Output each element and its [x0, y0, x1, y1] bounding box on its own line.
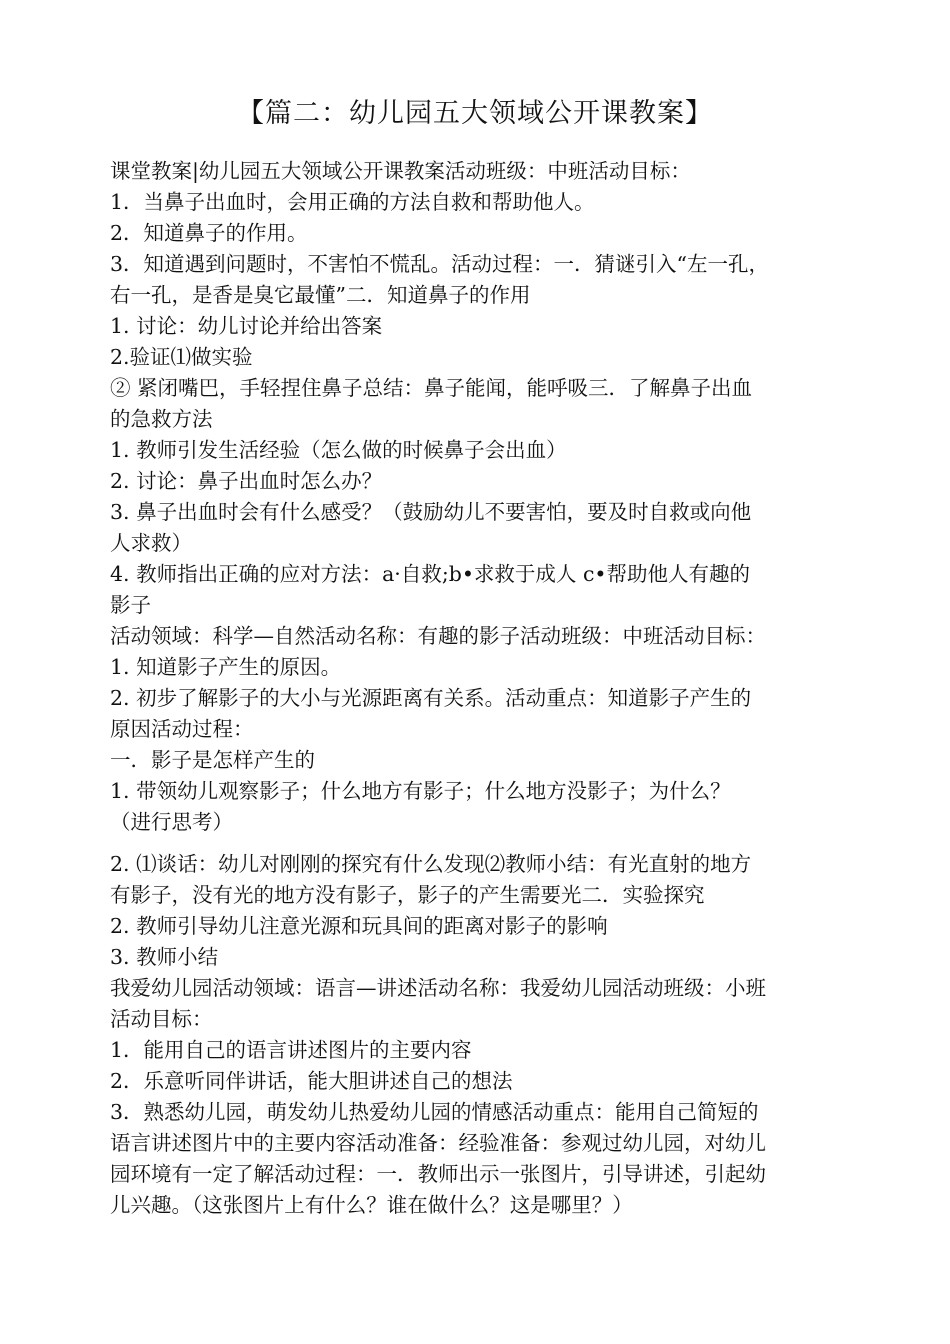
text-line: 2．乐意听同伴讲话，能大胆讲述自己的想法	[110, 1069, 513, 1093]
text-line: 活动目标：	[110, 1007, 213, 1031]
text-line: 2. 讨论：鼻子出血时怎么办？	[110, 469, 383, 493]
text-line: 1．能用自己的语言讲述图片的主要内容	[110, 1038, 472, 1062]
text-line: 右一孔，是香是臭它最懂”二．知道鼻子的作用	[110, 283, 531, 307]
text-line: 的急救方法	[110, 407, 213, 431]
text-line: 语言讲述图片中的主要内容活动准备：经验准备：参观过幼儿园，对幼儿	[110, 1131, 766, 1155]
text-line: 3. 鼻子出血时会有什么感受？（鼓励幼儿不要害怕，要及时自救或向他	[110, 500, 752, 524]
document-title: 【篇二：幼儿园五大领域公开课教案】	[237, 98, 713, 129]
text-line: 有影子，没有光的地方没有影子，影子的产生需要光二．实验探究	[110, 883, 705, 907]
text-line: 3. 教师小结	[110, 945, 219, 969]
text-line: 影子	[110, 593, 151, 617]
text-line: 儿兴趣。（这张图片上有什么？谁在做什么？这是哪里？）	[110, 1193, 633, 1217]
text-line: 4. 教师指出正确的应对方法：a·自救;b•求救于成人 c•帮助他人有趣的	[110, 562, 751, 586]
text-line: 活动领域：科学—自然活动名称：有趣的影子活动班级：中班活动目标：	[110, 624, 766, 648]
text-line: 原因活动过程：	[110, 717, 254, 741]
text-line: 1. 带领幼儿观察影子；什么地方有影子；什么地方没影子；为什么？	[110, 779, 731, 803]
text-line: 3．知道遇到问题时，不害怕不慌乱。活动过程：一．猜谜引入“左一孔，	[110, 252, 770, 276]
text-line: 一．影子是怎样产生的	[110, 748, 315, 772]
text-line: （进行思考）	[110, 810, 233, 834]
text-line: 人求救）	[110, 531, 192, 555]
text-line: 1．当鼻子出血时，会用正确的方法自救和帮助他人。	[110, 190, 595, 214]
text-line: 1. 教师引发生活经验（怎么做的时候鼻子会出血）	[110, 438, 567, 462]
document-body	[110, 156, 870, 1221]
text-line: 2. ⑴谈话：幼儿对刚刚的探究有什么发现⑵教师小结：有光直射的地方	[110, 852, 752, 876]
text-line: 2. 初步了解影子的大小与光源距离有关系。活动重点：知道影子产生的	[110, 686, 752, 710]
text-line: 1. 知道影子产生的原因。	[110, 655, 342, 679]
text-line: 3．熟悉幼儿园，萌发幼儿热爱幼儿园的情感活动重点：能用自己简短的	[110, 1100, 759, 1124]
text-line: 园环境有一定了解活动过程：一．教师出示一张图片，引导讲述，引起幼	[110, 1162, 766, 1186]
text-line: 2.验证⑴做实验	[110, 345, 253, 369]
text-line: 我爱幼儿园活动领域：语言—讲述活动名称：我爱幼儿园活动班级：小班	[110, 976, 766, 1000]
text-line: 课堂教案|幼儿园五大领域公开课教案活动班级：中班活动目标：	[110, 159, 691, 183]
text-line: ② 紧闭嘴巴，手轻捏住鼻子总结：鼻子能闻，能呼吸三．了解鼻子出血	[110, 376, 753, 400]
text-line: 2. 教师引导幼儿注意光源和玩具间的距离对影子的影响	[110, 914, 608, 938]
text-line: 2．知道鼻子的作用。	[110, 221, 308, 245]
text-line: 1. 讨论：幼儿讨论并给出答案	[110, 314, 383, 338]
